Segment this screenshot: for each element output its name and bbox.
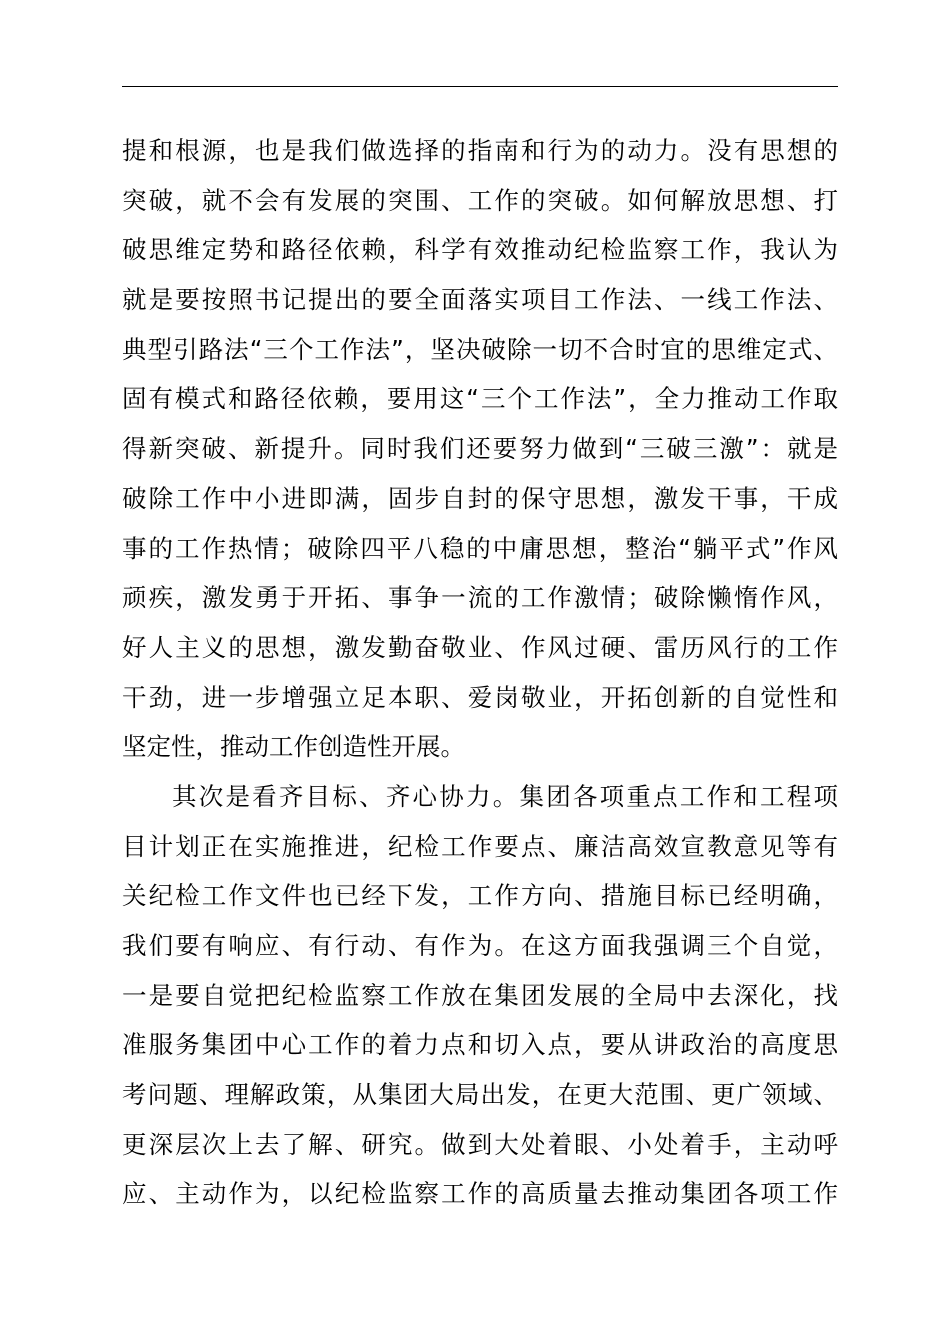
text-line: 典型引路法“三个工作法”，坚决破除一切不合时宜的思维定式、	[122, 334, 838, 364]
text-line: 顽疾，激发勇于开拓、事争一流的工作激情；破除懒惰作风，	[122, 583, 838, 613]
text-line: 准服务集团中心工作的着力点和切入点，要从讲政治的高度思	[122, 1030, 838, 1060]
text-line: 固有模式和路径依赖，要用这“三个工作法”，全力推动工作取	[122, 384, 838, 414]
text-line: 应、主动作为，以纪检监察工作的高质量去推动集团各项工作	[122, 1179, 838, 1209]
text-line: 好人主义的思想，激发勤奋敬业、作风过硬、雷历风行的工作	[122, 632, 838, 662]
text-line: 突破，就不会有发展的突围、工作的突破。如何解放思想、打	[122, 185, 838, 215]
header-rule	[122, 86, 838, 87]
text-line-indented: 其次是看齐目标、齐心协力。集团各项重点工作和工程项	[172, 781, 838, 811]
text-line: 事的工作热情；破除四平八稳的中庸思想，整治“躺平式”作风	[122, 533, 838, 563]
text-line: 一是要自觉把纪检监察工作放在集团发展的全局中去深化，找	[122, 980, 838, 1010]
text-line: 破除工作中小进即满，固步自封的保守思想，激发干事，干成	[122, 483, 838, 513]
text-line: 坚定性，推动工作创造性开展。	[122, 732, 465, 762]
text-line: 就是要按照书记提出的要全面落实项目工作法、一线工作法、	[122, 285, 838, 315]
text-line: 目计划正在实施推进，纪检工作要点、廉洁高效宣教意见等有	[122, 831, 838, 861]
text-line: 关纪检工作文件也已经下发，工作方向、措施目标已经明确，	[122, 881, 838, 911]
document-body	[122, 126, 838, 1219]
text-line: 我们要有响应、有行动、有作为。在这方面我强调三个自觉，	[122, 931, 838, 960]
text-line: 干劲，进一步增强立足本职、爱岗敬业，开拓创新的自觉性和	[122, 682, 838, 712]
text-line: 得新突破、新提升。同时我们还要努力做到“三破三激”：就是	[122, 434, 838, 464]
text-line: 破思维定势和路径依赖，科学有效推动纪检监察工作，我认为	[122, 235, 838, 265]
text-line: 考问题、理解政策，从集团大局出发，在更大范围、更广领域、	[122, 1080, 838, 1110]
text-line: 更深层次上去了解、研究。做到大处着眼、小处着手，主动呼	[122, 1129, 838, 1159]
text-line: 提和根源，也是我们做选择的指南和行为的动力。没有思想的	[122, 136, 838, 165]
